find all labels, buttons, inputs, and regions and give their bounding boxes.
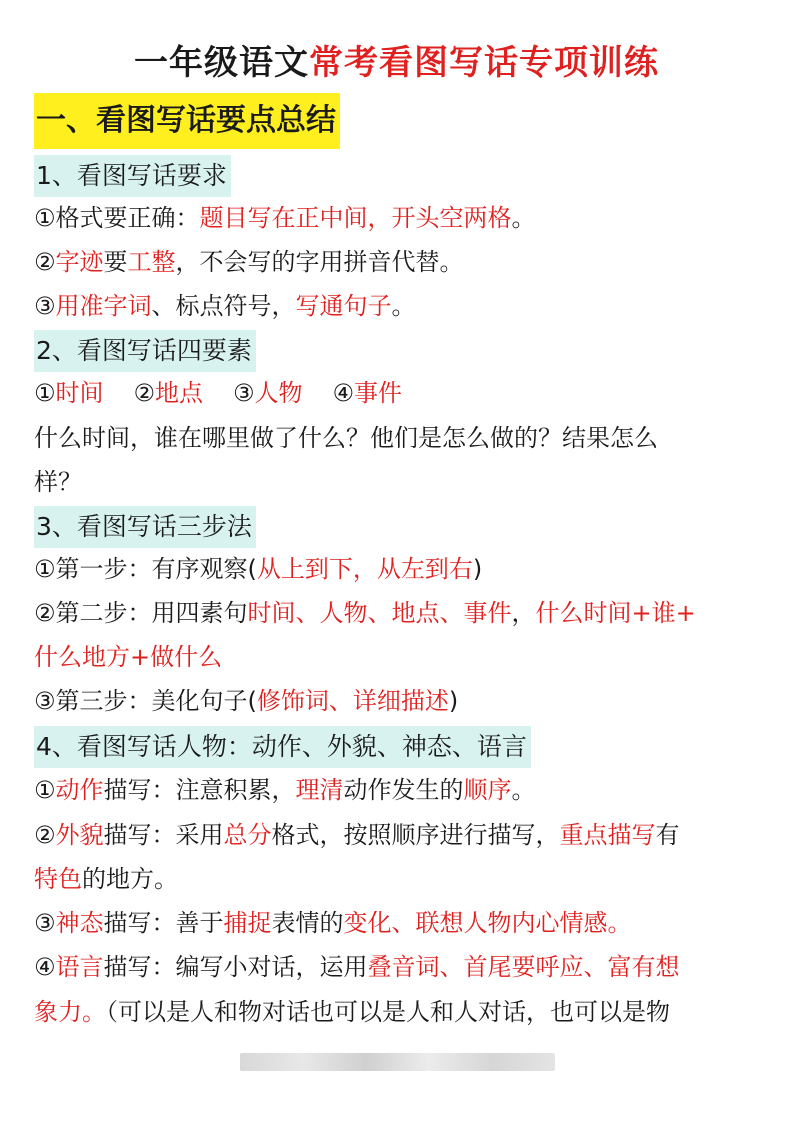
speech-description-cont: 象力。（可以是人和物对话也可以是人和人对话，也可以是物 xyxy=(34,998,670,1026)
step-one: ①第一步：有序观察(从上到下，从左到右) xyxy=(34,555,483,583)
four-elements-question-cont: 样？ xyxy=(34,468,82,496)
requirement-format: ①格式要正确：题目写在正中间，开头空两格。 xyxy=(34,204,536,232)
step-three: ③第三步：美化句子(修饰词、详细描述) xyxy=(34,687,459,715)
subheading-characters: 4、看图写话人物：动作、外貌、神态、语言 xyxy=(34,726,531,768)
action-description: ①动作描写：注意积累，理清动作发生的顺序。 xyxy=(34,776,536,804)
section-heading: 一、看图写话要点总结 xyxy=(34,93,340,149)
subheading-four-elements: 2、看图写话四要素 xyxy=(34,330,256,372)
page-title xyxy=(0,40,793,86)
requirement-wording: ③用准字词、标点符号，写通句子。 xyxy=(34,292,416,320)
step-two-cont: 什么地方+做什么 xyxy=(34,643,223,671)
title-red: 常考看图写话专项训练 xyxy=(309,43,659,83)
blurred-watermark xyxy=(240,1053,555,1071)
subheading-three-steps: 3、看图写话三步法 xyxy=(34,506,256,548)
four-elements-list: ①时间 ②地点 ③人物 ④事件 xyxy=(34,379,403,407)
expression-description: ③神态描写：善于捕捉表情的变化、联想人物内心情感。 xyxy=(34,909,632,937)
appearance-description-cont: 特色的地方。 xyxy=(34,865,178,893)
requirement-handwriting: ②字迹要工整，不会写的字用拼音代替。 xyxy=(34,248,464,276)
appearance-description: ②外貌描写：采用总分格式，按照顺序进行描写，重点描写有 xyxy=(34,821,680,849)
title-black: 一年级语文 xyxy=(134,43,309,83)
step-two: ②第二步：用四素句时间、人物、地点、事件，什么时间+谁+ xyxy=(34,599,696,627)
speech-description: ④语言描写：编写小对话，运用叠音词、首尾要呼应、富有想 xyxy=(34,953,680,981)
subheading-requirements: 1、看图写话要求 xyxy=(34,155,231,197)
four-elements-question: 什么时间，谁在哪里做了什么？他们是怎么做的？结果怎么 xyxy=(34,424,658,452)
